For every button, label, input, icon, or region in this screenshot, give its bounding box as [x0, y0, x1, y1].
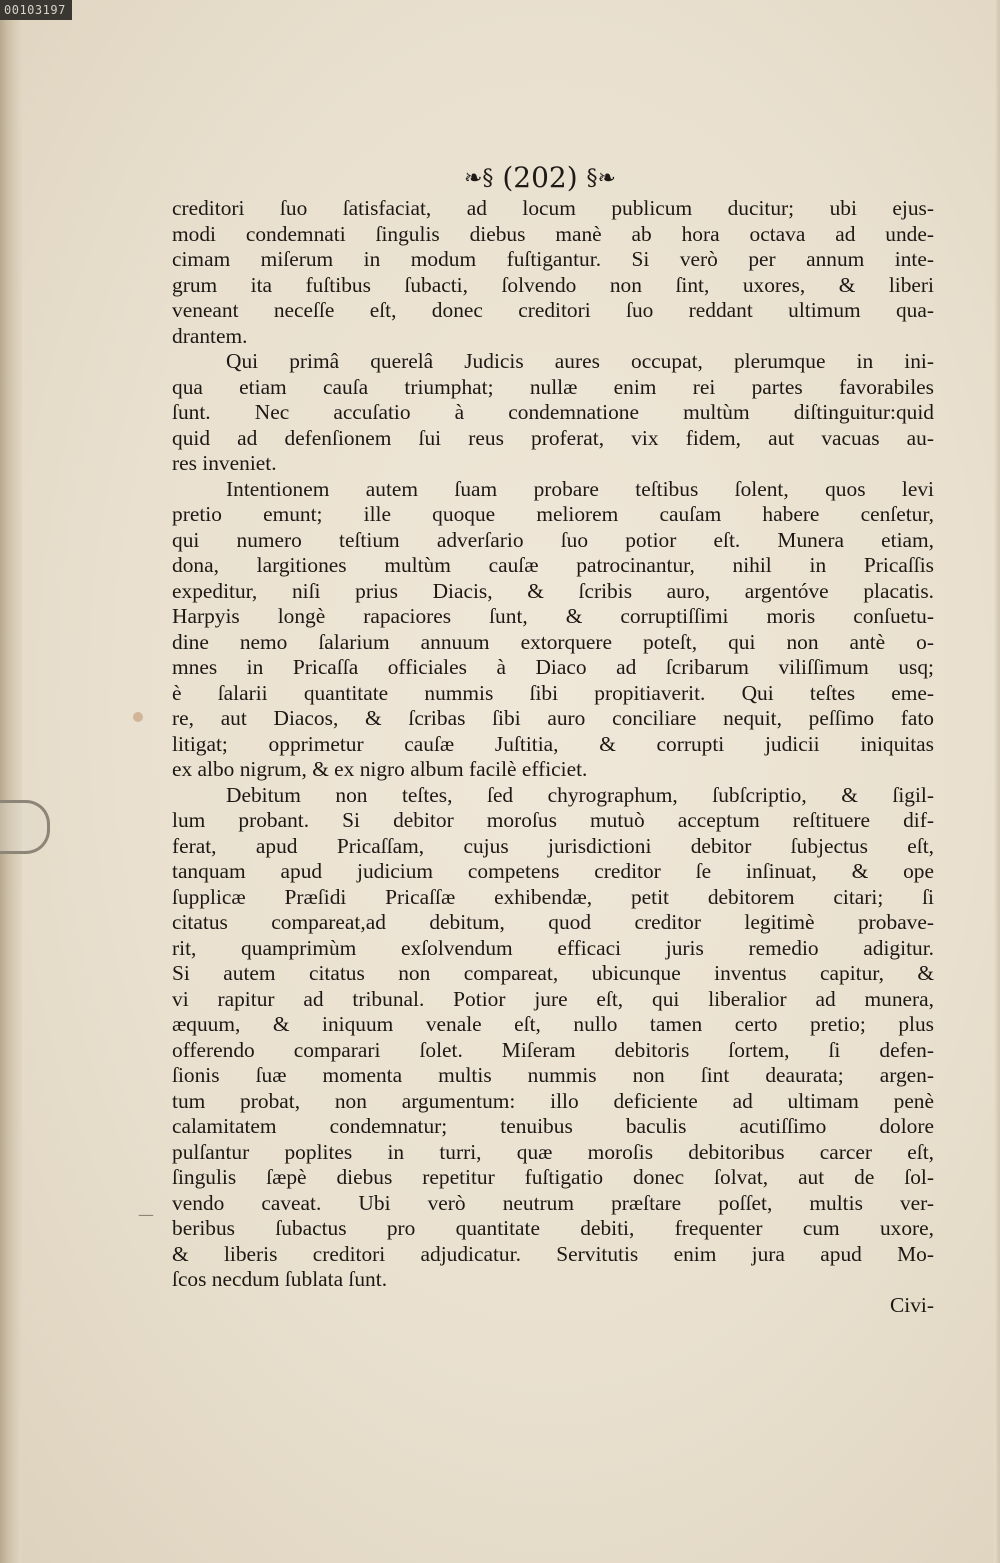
- text-line: ſupplicæ Præſidi Pricaſſæ exhibendæ, petit debitorem citari; ſi: [172, 884, 934, 909]
- text-line: tum probat, non argumentum: illo deficiente ad ultimam penè: [172, 1088, 934, 1113]
- marginal-pencil-mark: —: [138, 1205, 154, 1224]
- text-line: ſunt. Nec accuſatio à condemnatione multùm diſtinguitur:quid: [172, 400, 934, 424]
- paper-clip-icon: [0, 800, 50, 854]
- text-line: creditori ſuo ſatisfaciat, ad locum publicum ducitur; ubi ejus-: [172, 196, 934, 220]
- catchword: Civi-: [890, 1292, 934, 1317]
- text-line: expeditur, niſi prius Diacis, & ſcribis auro, argentóve placatis.: [172, 578, 934, 603]
- text-line: litigat; opprimetur cauſæ Juſtitia, & corrupti judicii iniquitas: [172, 731, 934, 756]
- text-line: qui numero teſtium adverſario ſuo potior eſt. Munera etiam,: [172, 527, 934, 552]
- paper-stain: [133, 712, 143, 722]
- page-number: (202): [502, 161, 578, 194]
- ornament-left-icon: ❧§: [464, 166, 494, 191]
- text-line: æquum, & iniquum venale eſt, nullo tamen certo pretio; plus: [172, 1012, 934, 1036]
- text-line: calamitatem condemnatur; tenuibus baculis acutiſſimo dolore: [172, 1114, 934, 1138]
- running-header: [410, 158, 670, 198]
- text-line: vi rapitur ad tribunal. Potior jure eſt, qui liberalior ad munera,: [172, 986, 934, 1011]
- text-line: citatus compareat,ad debitum, quod creditor legitimè probave-: [172, 910, 934, 934]
- accession-label: 00103197: [0, 0, 72, 20]
- text-line: & liberis creditori adjudicatur. Servitutis enim jura apud Mo-: [172, 1241, 934, 1266]
- text-line: rit, quamprimùm exſolvendum efficaci juris remedio adigitur.: [172, 935, 934, 960]
- text-line: veneant neceſſe eſt, donec creditori ſuo reddant ultimum qua-: [172, 298, 934, 322]
- text-line: ſingulis ſæpè diebus repetitur fuſtigatio donec ſolvat, aut de ſol-: [172, 1165, 934, 1189]
- ornament-right-icon: §❧: [586, 166, 616, 191]
- text-line: re, aut Diacos, & ſcribas ſibi auro conciliare nequit, peſſimo fato: [172, 706, 934, 730]
- text-line: Harpyis longè rapaciores ſunt, & corruptiſſimi moris conſuetu-: [172, 604, 934, 628]
- text-line: Si autem citatus non compareat, ubicunque inventus capitur, &: [172, 961, 934, 985]
- text-line: cimam miſerum in modum fuſtigantur. Si verò per annum inte-: [172, 247, 934, 271]
- text-line: lum probant. Si debitor moroſus mutuò acceptum reſtituere dif-: [172, 808, 934, 832]
- text-line: qua etiam cauſa triumphat; nullæ enim rei partes favorabiles: [172, 374, 934, 399]
- text-line: ferat, apud Pricaſſam, cujus jurisdictioni debitor ſubjectus eſt,: [172, 833, 934, 858]
- text-line: dine nemo ſalarium annuum extorquere poteſt, qui non antè o-: [172, 629, 934, 654]
- text-line: quid ad defenſionem ſui reus proferat, vix fidem, aut vacuas au-: [172, 425, 934, 450]
- body-text: [172, 196, 934, 1318]
- text-line: ſcos necdum ſublata ſunt.: [172, 1267, 388, 1291]
- text-line: tanquam apud judicium competens creditor ſe inſinuat, & ope: [172, 859, 934, 883]
- text-line: mnes in Pricaſſa officiales à Diaco ad ſcribarum viliſſimum usq;: [172, 655, 934, 679]
- text-line: è ſalarii quantitate nummis ſibi propitiaverit. Qui teſtes eme-: [172, 680, 934, 705]
- text-line: vendo caveat. Ubi verò neutrum præſtare poſſet, multis ver-: [172, 1190, 934, 1215]
- text-line: ſionis ſuæ momenta multis nummis non ſint deaurata; argen-: [172, 1063, 934, 1087]
- binding-gutter: [0, 20, 22, 1563]
- text-line: modi condemnati ſingulis diebus manè ab hora octava ad unde-: [172, 221, 934, 246]
- text-line: dona, largitiones multùm cauſæ patrocinantur, nihil in Pricaſſis: [172, 553, 934, 577]
- text-line: drantem.: [172, 323, 248, 348]
- text-line: pulſantur poplites in turri, quæ moroſis debitoribus carcer eſt,: [172, 1139, 934, 1164]
- page-edge: [994, 0, 1000, 1563]
- text-line: offerendo comparari ſolet. Miſeram debitoris ſortem, ſi defen-: [172, 1037, 934, 1062]
- text-line: pretio emunt; ille quoque meliorem cauſam habere cenſetur,: [172, 502, 934, 526]
- text-line: ex albo nigrum, & ex nigro album facilè efficiet.: [172, 757, 588, 781]
- text-line: Intentionem autem ſuam probare teſtibus ſolent, quos levi: [226, 476, 934, 501]
- text-line: res inveniet.: [172, 451, 277, 475]
- text-line: grum ita fuſtibus ſubacti, ſolvendo non ſint, uxores, & liberi: [172, 272, 934, 297]
- text-line: Qui primâ querelâ Judicis aures occupat, plerumque in ini-: [226, 349, 934, 373]
- text-line: beribus ſubactus pro quantitate debiti, frequenter cum uxore,: [172, 1216, 934, 1240]
- text-line: Debitum non teſtes, ſed chyrographum, ſubſcriptio, & ſigil-: [226, 782, 934, 807]
